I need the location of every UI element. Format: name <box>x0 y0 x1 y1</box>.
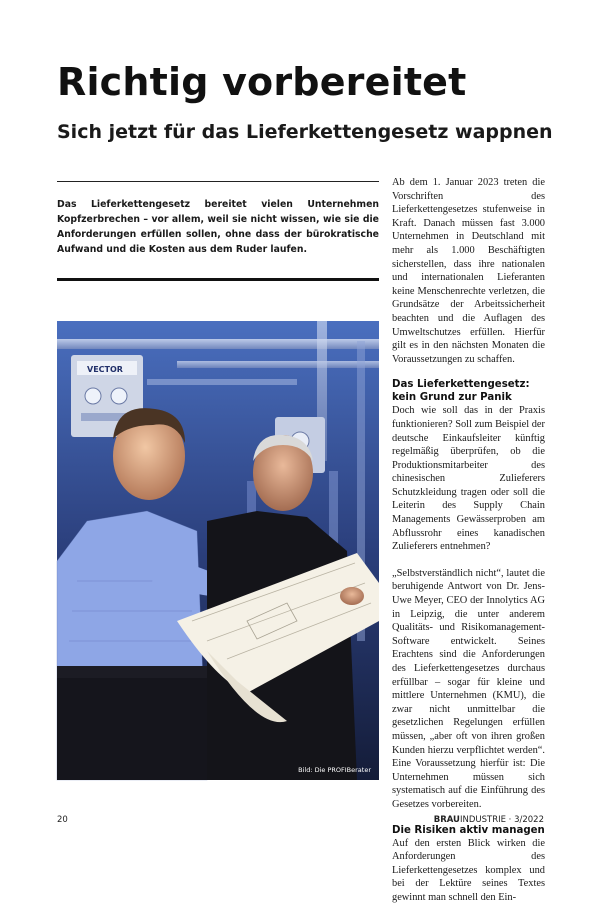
magazine-name-bold: BRAU <box>433 815 460 825</box>
magazine-name-rest: INDUSTRIE <box>459 815 506 825</box>
lead-top-rule <box>57 181 379 182</box>
article-title: Richtig vorbereitet <box>57 60 467 104</box>
article-subtitle: Sich jetzt für das Lieferkettengesetz wappnen <box>57 121 553 143</box>
photo-illustration <box>57 321 379 780</box>
issue-number: · 3/2022 <box>505 815 544 825</box>
vector-sign: VECTOR <box>87 365 123 374</box>
article-body-column <box>392 176 545 905</box>
body-paragraph-1: Ab dem 1. Januar 2023 treten die Vorschriften des Lieferkettengesetzes stufenweise in Kraft. Danach müssen fast 3.000 Unternehmen in Deutschland mit mehr als 1.000 Beschäftigten sicherstellen, dass ihre nationalen und internationalen Lieferanten keine Menschenrechte verletzen, die Grundsätze der Arbeitssicherheit beachten und die Auflagen des Umweltschutzes erfüllen. Hierfür gilt es in den nächsten Monaten die Voraussetzungen zu schaffen. <box>392 177 545 365</box>
body-paragraph-2: Doch wie soll das in der Praxis funktionieren? Soll zum Beispiel der deutsche Einkaufsleiter künftig regelmäßig überprüfen, ob die Produktionsmitarbeiter des chinesischen Zulieferers Schutzkleidung tragen oder soll die Leiterin des Supply Chain Managements Gewässerproben am Abflussrohr eines kanadischen Zulieferers entnehmen? <box>392 405 545 553</box>
body-heading-1: Das Lieferkettengesetz: kein Grund zur Panik <box>392 379 530 404</box>
body-heading-2: Die Risiken aktiv managen <box>392 824 545 836</box>
body-paragraph-4: Auf den ersten Blick wirken die Anforderungen des Lieferkettengesetzes komplex und bei der Lektüre seines Textes gewinnt man schnell den Ein- <box>392 837 545 903</box>
article-photo <box>57 321 379 780</box>
photo-credit: Bild: Die PROFIBerater <box>298 766 371 774</box>
article-lead: Das Lieferkettengesetz bereitet vielen Unternehmen Kopfzerbrechen – vor allem, weil sie nicht wissen, wie sie die Anforderungen erfüllen sollen, ohne dass der bürokratische Aufwand und die Kosten aus dem Ruder laufen. <box>57 199 379 255</box>
body-paragraph-3: „Selbstverständlich nicht“, lautet die beruhigende Antwort von Dr. Jens-Uwe Meyer, CEO der Innolytics AG in Leipzig, die unter anderem Qualitäts- und Risikomanagement-Software entwickelt. Seines Erachtens sind die Anforderungen des Lieferkettengesetzes durchaus erfüllbar – sogar für kleine und mittlere Unternehmen (KMU), die zwar nicht unmittelbar die gesetzlichen Regelungen erfüllen müssen, „aber oft von ihren großen Kunden hierzu verpflichtet werden“. Eine Voraussetzung hierfür ist: Die Unternehmen müssen sich systematisch auf die Einführung des Gesetzes vorbereiten. <box>392 567 545 810</box>
page-number: 20 <box>57 815 68 825</box>
magazine-issue <box>434 815 544 825</box>
lead-bottom-rule <box>57 278 379 281</box>
